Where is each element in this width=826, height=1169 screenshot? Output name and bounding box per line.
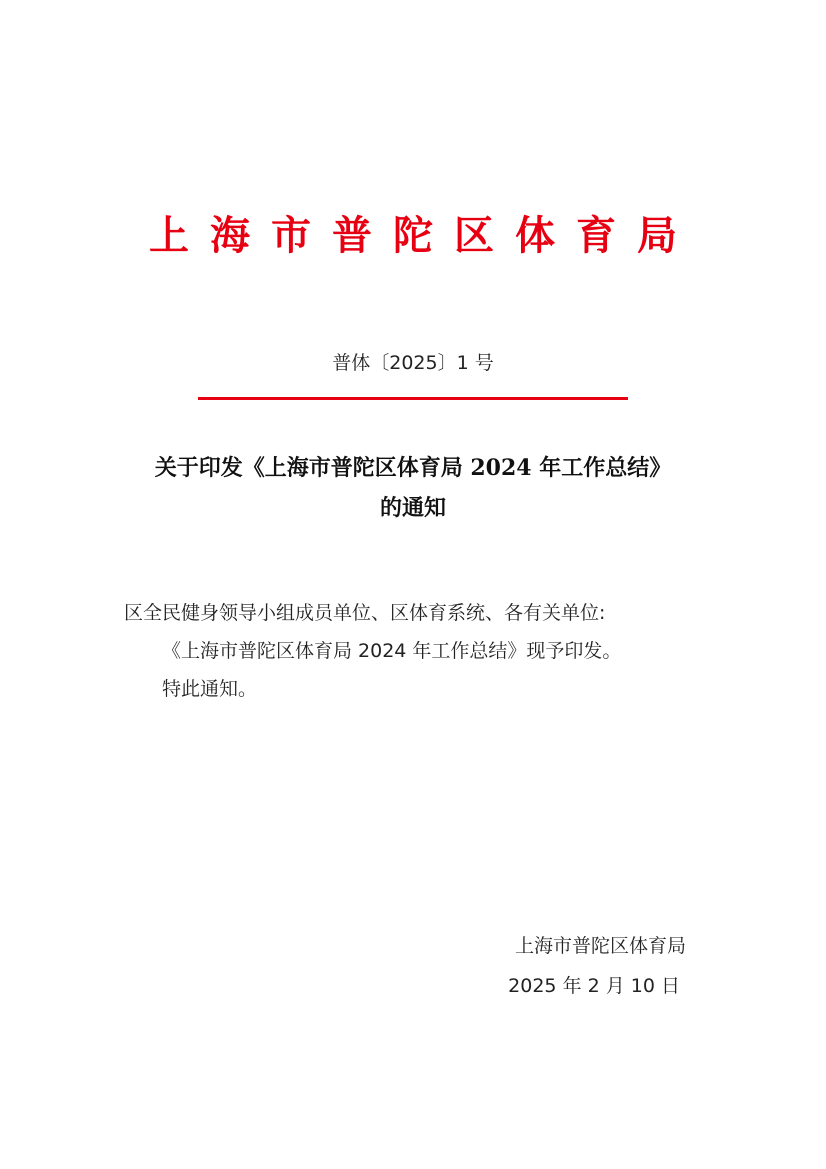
title-line-2: 的通知 [379,495,446,521]
document-title [0,448,826,528]
addressee-line: 区全民健身领导小组成员单位、区体育系统、各有关单位: [124,602,606,624]
issue-date: 2025 年 2 月 10 日 [508,975,680,997]
document-body [124,594,724,708]
title-line-1: 关于印发《上海市普陀区体育局 2024 年工作总结》 [154,455,672,481]
red-divider-line [198,397,628,400]
body-paragraph-1: 《上海市普陀区体育局 2024 年工作总结》现予印发。 [162,640,622,662]
document-number: 普体〔2025〕1 号 [332,352,494,374]
issuer-name: 上海市普陀区体育局 [514,935,686,957]
agency-masthead: 上海市普陀区体育局 [149,212,698,259]
signature-block [508,926,686,1006]
body-paragraph-2: 特此通知。 [162,678,258,700]
